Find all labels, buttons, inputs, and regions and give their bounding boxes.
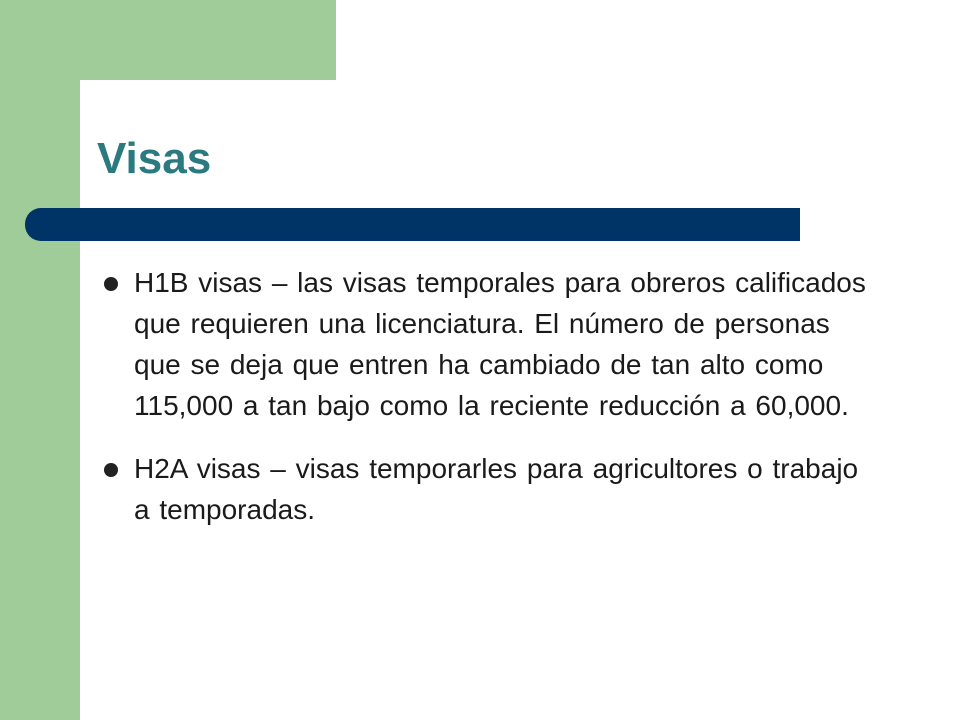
bullet-text: H2A visas – visas temporarles para agricultores o trabajo a temporadas.: [134, 453, 859, 525]
bullet-text: H1B visas – las visas temporales para obreros calificados que requieren una licenciatura. El número de personas que se deja que entren ha cambiado de tan alto como 115,000 a tan bajo como la reciente reducción a 60,000.: [134, 267, 866, 421]
slide-title: Visas: [97, 134, 212, 183]
bullet-item-h1b: [100, 262, 870, 426]
title-underline-bar: [25, 208, 800, 241]
green-top-band: [0, 0, 336, 80]
green-side-band: [0, 0, 80, 720]
bullet-list: [100, 262, 870, 552]
bullet-dot-icon: [104, 277, 118, 291]
bullet-item-h2a: [100, 448, 870, 530]
bullet-dot-icon: [104, 463, 118, 477]
